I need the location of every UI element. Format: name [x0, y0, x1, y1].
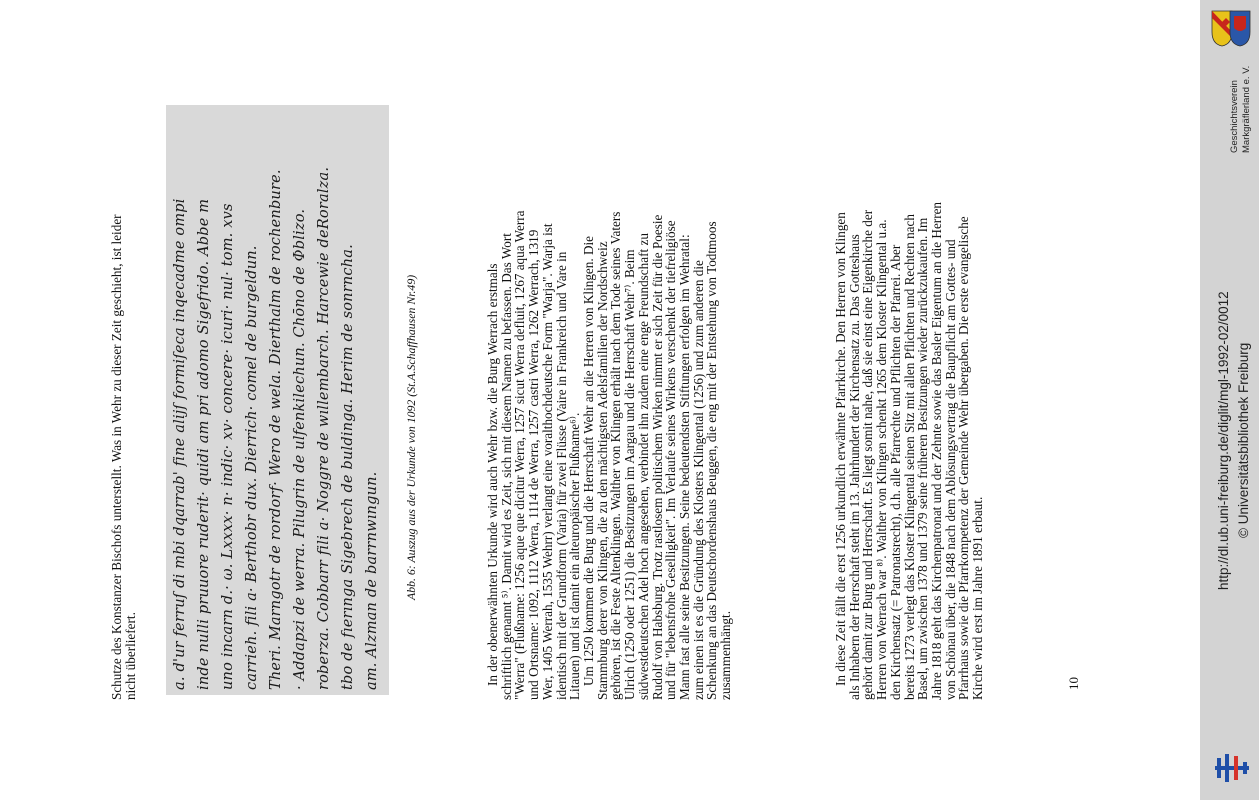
- text-line: Ulrich (1250 oder 1251) die Besitzungen im Aargau und die Herrschaft Wehr⁷⁾. Beim: [622, 249, 638, 700]
- text-line: Rudolf von Habsburg. Trotz rastlosem politischem Wirken nimmt er sich Zeit für die Poesie: [649, 214, 665, 700]
- body-paragraph-3: [834, 50, 985, 700]
- manuscript-line: tbo de fıerınga Sigebrech de buldinga. Herim de sonrncha.: [340, 244, 356, 690]
- text-line: Pfarrhaus sowie die Pfarrkompetenz der Gemeinde Wehr übergaben. Die erste evangelische: [956, 216, 972, 700]
- text-line: südwestdeutschen Adel hoch angesehen, verbindet ihn zudem eine enge Freundschaft zu: [635, 233, 651, 700]
- manuscript-line: uno incarn d.· ω. Lxxxx· n· indic· xv· concere· icuri· nul· tom. xvs: [220, 203, 236, 690]
- manuscript-line: a. d'ur ferruſ di mbi dqarrab' fine alijſ formiſeca inqecadme ompi: [172, 198, 188, 690]
- text-line: bereits 1273 verlegt das Kloster Klingental seinen Sitz mit allen Pflichten und Rechten nach: [901, 214, 917, 700]
- university-library-logo-icon: [1212, 748, 1252, 788]
- body-paragraph-2: [582, 50, 733, 700]
- manuscript-line: Theri. Marngotr de rordorf· Wero de wela. Dierthalm de rochenbure.: [268, 169, 284, 690]
- manuscript-line: roberza. Cobbarr fili a· Noggre de wıllembarch. Harcewie deRoralza.: [316, 166, 332, 690]
- copyright-notice: © Universitätsbibliothek Freiburg: [1236, 342, 1251, 538]
- text-line: den Kirchensatz (= Patronatsrecht), d.h. alle Pfarrechte und Pflichten der Pfarrei. Aber: [887, 244, 903, 700]
- figure-caption: Abb. 6: Auszug aus der Urkunde von 1092 (St.A.Schaffhausen Nr.49): [404, 274, 418, 600]
- text-line: Jahre 1818 geht das Kirchenpatronat und der Zehnte sowie das Basler Eigentum an die Herren: [928, 201, 944, 700]
- manuscript-line: inde nulli pruuore ruderit· quidi am pri adomo Sigefrido. Abbe m: [196, 198, 212, 690]
- manuscript-line: carrieh. fili a· Berthobr dux. Dierrich· comel de burgeldun.: [244, 245, 260, 690]
- text-line: Mann fast alle seine Besitzungen. Seine bedeutendsten Stiftungen erfolgen im Wehratal:: [676, 234, 692, 700]
- text-line: und Ortsname: 1092, 1112 Werra, 1114 de Werra, 1257 castri Werra, 1262 Werrach, 1319: [526, 229, 542, 700]
- text-line: und für "lebensfrohe Geselligkeit". Im Verlaufe seines Wirkens verschenkt der tiefreligiöse: [663, 220, 679, 700]
- text-line: In der obenerwähnten Urkunde wird auch Wehr bzw. die Burg Werrach erstmals: [485, 263, 500, 686]
- body-paragraph-1: [486, 50, 582, 700]
- text-line: Um 1250 kommen die Burg und die Herrschaft Wehr an die Herren von Klingen. Die: [581, 235, 596, 686]
- intro-line: Schutze des Konstanzer Bischofs unterstellt. Was in Wehr zu dieser Zeit geschieht, ist leider: [109, 214, 124, 700]
- text-line: zusammenhängt.: [718, 611, 734, 700]
- org-name-line-1: Geschichtsverein: [1229, 80, 1240, 153]
- document-url[interactable]: http://dl.ub.uni-freiburg.de/diglit/mgl-1992-02/0012: [1216, 291, 1231, 590]
- manuscript-image: [166, 105, 389, 695]
- text-line: Schenkung an das Deutschordenshaus Beuggen, die eng mit der Entstehung von Todtmoos: [704, 221, 720, 700]
- intro-line: nicht überliefert.: [122, 612, 138, 700]
- coat-of-arms-icon: [1208, 8, 1252, 48]
- page-number: 10: [1066, 677, 1081, 690]
- text-line: schriftlich genannt ⁵⁾. Damit wird es Zeit, sich mit diesem Namen zu befassen. Das Wort: [498, 233, 514, 700]
- text-line: In diese Zeit fällt die erst 1256 urkundlich erwähnte Pfarrkirche. Den Herren von Klingen: [833, 212, 848, 686]
- text-line: Kirche wird erst im Jahre 1891 erbaut.: [970, 496, 986, 700]
- text-line: als Inhabern der Herrschaft steht im 13. Jahrhundert der Kirchensatz zu. Das Gotteshaus: [846, 234, 862, 700]
- intro-text: [110, 50, 137, 700]
- text-line: Wer, 1405 Werrah, 1535 Wehrr) verlangt eine voralthochdeutsche Form "Warja". Warja ist: [539, 223, 555, 700]
- org-name-line-2: Markgräflerland e. V.: [1241, 65, 1252, 153]
- text-line: "Werra" (Flußname: 1256 aque que dicitur Werra, 1257 sicut Werra defluit, 1267 aqua Werra: [512, 210, 528, 700]
- manuscript-line: am. Alzman de barrnwıngun.: [364, 471, 380, 690]
- text-line: Litauen) und ist damit ein alteuropäischer Flußname⁶⁾.: [567, 412, 583, 700]
- text-line: Basel, um zwischen 1378 und 1379 seine früheren Besitzungen wieder zurückzukaufen. Im: [915, 217, 931, 700]
- text-line: Stammburg derer von Klingen, die zu den mächtigsten Adelsfamilien der Nordschweiz: [594, 241, 610, 700]
- text-line: gehört damit zur Burg und Herrschaft. Es liegt somit nahe, daß sie einst eine Eigenkirche der: [860, 209, 876, 700]
- text-line: gehören, ist die Feste Altenklingen. Walther von Klingen erhält nach dem Tode seines Vaters: [608, 211, 624, 700]
- text-line: identisch mit der Grundform (Varia) für zwei Flüsse (Vaire in Frankreich und Vare in: [553, 251, 569, 700]
- text-line: von Schönau über, die 1848 nach dem Ablösungsvertrag die Baupflicht am Gottes- und: [942, 239, 958, 700]
- text-line: zum einen ist es die Gründung des Klosters Klingental (1256) und zum anderen die: [690, 260, 706, 700]
- text-line: Herren von Werrach war ⁸⁾. Walther von Klingen schenkt 1265 dem Kloster Klingental u.a.: [874, 219, 890, 700]
- manuscript-line: · Addapzi de werra. Pilugrin de ulfenkilechun. Chōno de Φblizo.: [292, 208, 308, 690]
